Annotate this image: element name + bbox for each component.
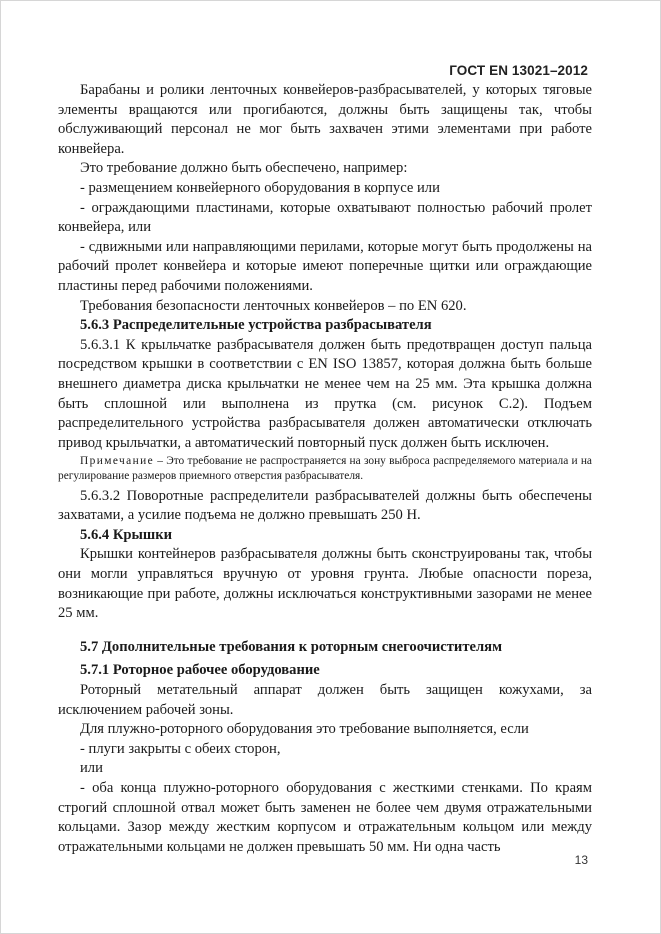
section-heading-5-7: 5.7 Дополнительные требования к роторным снегоочистителям — [80, 638, 503, 655]
section-heading-5-6-3: 5.6.3 Распределительные устройства разбрасывателя — [80, 317, 432, 334]
list-item: - сдвижными или направляющими перилами, которые могут быть продолжены на рабочий пролет конвейера и которые имеют поперечные щитки или ограждающие пластины перед рабочими положениями. — [58, 238, 592, 294]
paragraph: Крышки контейнеров разбрасывателя должны быть сконструированы так, чтобы они могли управляться вручную от уровня грунта. Любые опасности пореза, возникающие при работе, должны исключаться конструктивными зазорами не менее 25 мм. — [58, 546, 592, 622]
paragraph: Это требование должно быть обеспечено, например: — [80, 160, 408, 177]
list-item: - ограждающими пластинами, которые охватывают полностью рабочий пролет конвейера, или — [58, 199, 592, 236]
page-number: 13 — [574, 853, 588, 867]
section-heading-5-6-4: 5.6.4 Крышки — [80, 526, 173, 543]
section-heading-5-7-1: 5.7.1 Роторное рабочее оборудование — [80, 662, 320, 679]
document-header: ГОСТ EN 13021–2012 — [449, 63, 588, 78]
paragraph: 5.6.3.1 К крыльчатке разбрасывателя должен быть предотвращен доступ пальца посредством крышки в соответствии с EN ISO 13857, которая должна быть больше внешнего диаметра диска крыльчатки не менее чем на 25 мм. Эта крышка должна быть сплошной или выполнена из прутка (см. рисунок С.2). Подъем распределительного устройства разбрасывателя должен автоматически отключать привод крыльчатки, а автоматический повторный пуск должен быть исключен. — [58, 336, 592, 451]
paragraph: или — [80, 760, 103, 777]
document-body — [58, 81, 592, 857]
list-item: - размещением конвейерного оборудования в корпусе или — [80, 179, 440, 196]
list-item: - оба конца плужно-роторного оборудования с жесткими стенками. По краям строгий сплошной отвал может быть заменен не более чем двумя отражательными кольцами. Зазор между жестким корпусом и отражательным кольцом или между отражательными кольцами не должен превышать 50 мм. Ни одна часть — [58, 780, 592, 855]
list-item: - плуги закрыты с обеих сторон, — [80, 740, 281, 757]
paragraph: Для плужно-роторного оборудования это требование выполняется, если — [80, 721, 529, 738]
paragraph: Роторный метательный аппарат должен быть защищен кожухами, за исключением рабочей зоны. — [58, 682, 592, 718]
paragraph: Барабаны и ролики ленточных конвейеров-разбрасывателей, у которых тяговые элементы вращаются или прогибаются, должны быть защищены так, чтобы обслуживающий персонал не мог быть захвачен этими элементами при работе конвейера. — [58, 82, 592, 157]
note-label: Примечание — [80, 455, 155, 468]
note — [58, 454, 592, 484]
paragraph: 5.6.3.2 Поворотные распределители разбрасывателей должны быть обеспечены захватами, а усилие подъема не должно превышать 250 Н. — [58, 487, 592, 524]
paragraph: Требования безопасности ленточных конвейеров – по EN 620. — [80, 297, 467, 314]
note-text: – Это требование не распространяется на зону выброса распределяемого материала и на регулирование размеров приемного отверстия разбрасывателя. — [58, 455, 592, 483]
